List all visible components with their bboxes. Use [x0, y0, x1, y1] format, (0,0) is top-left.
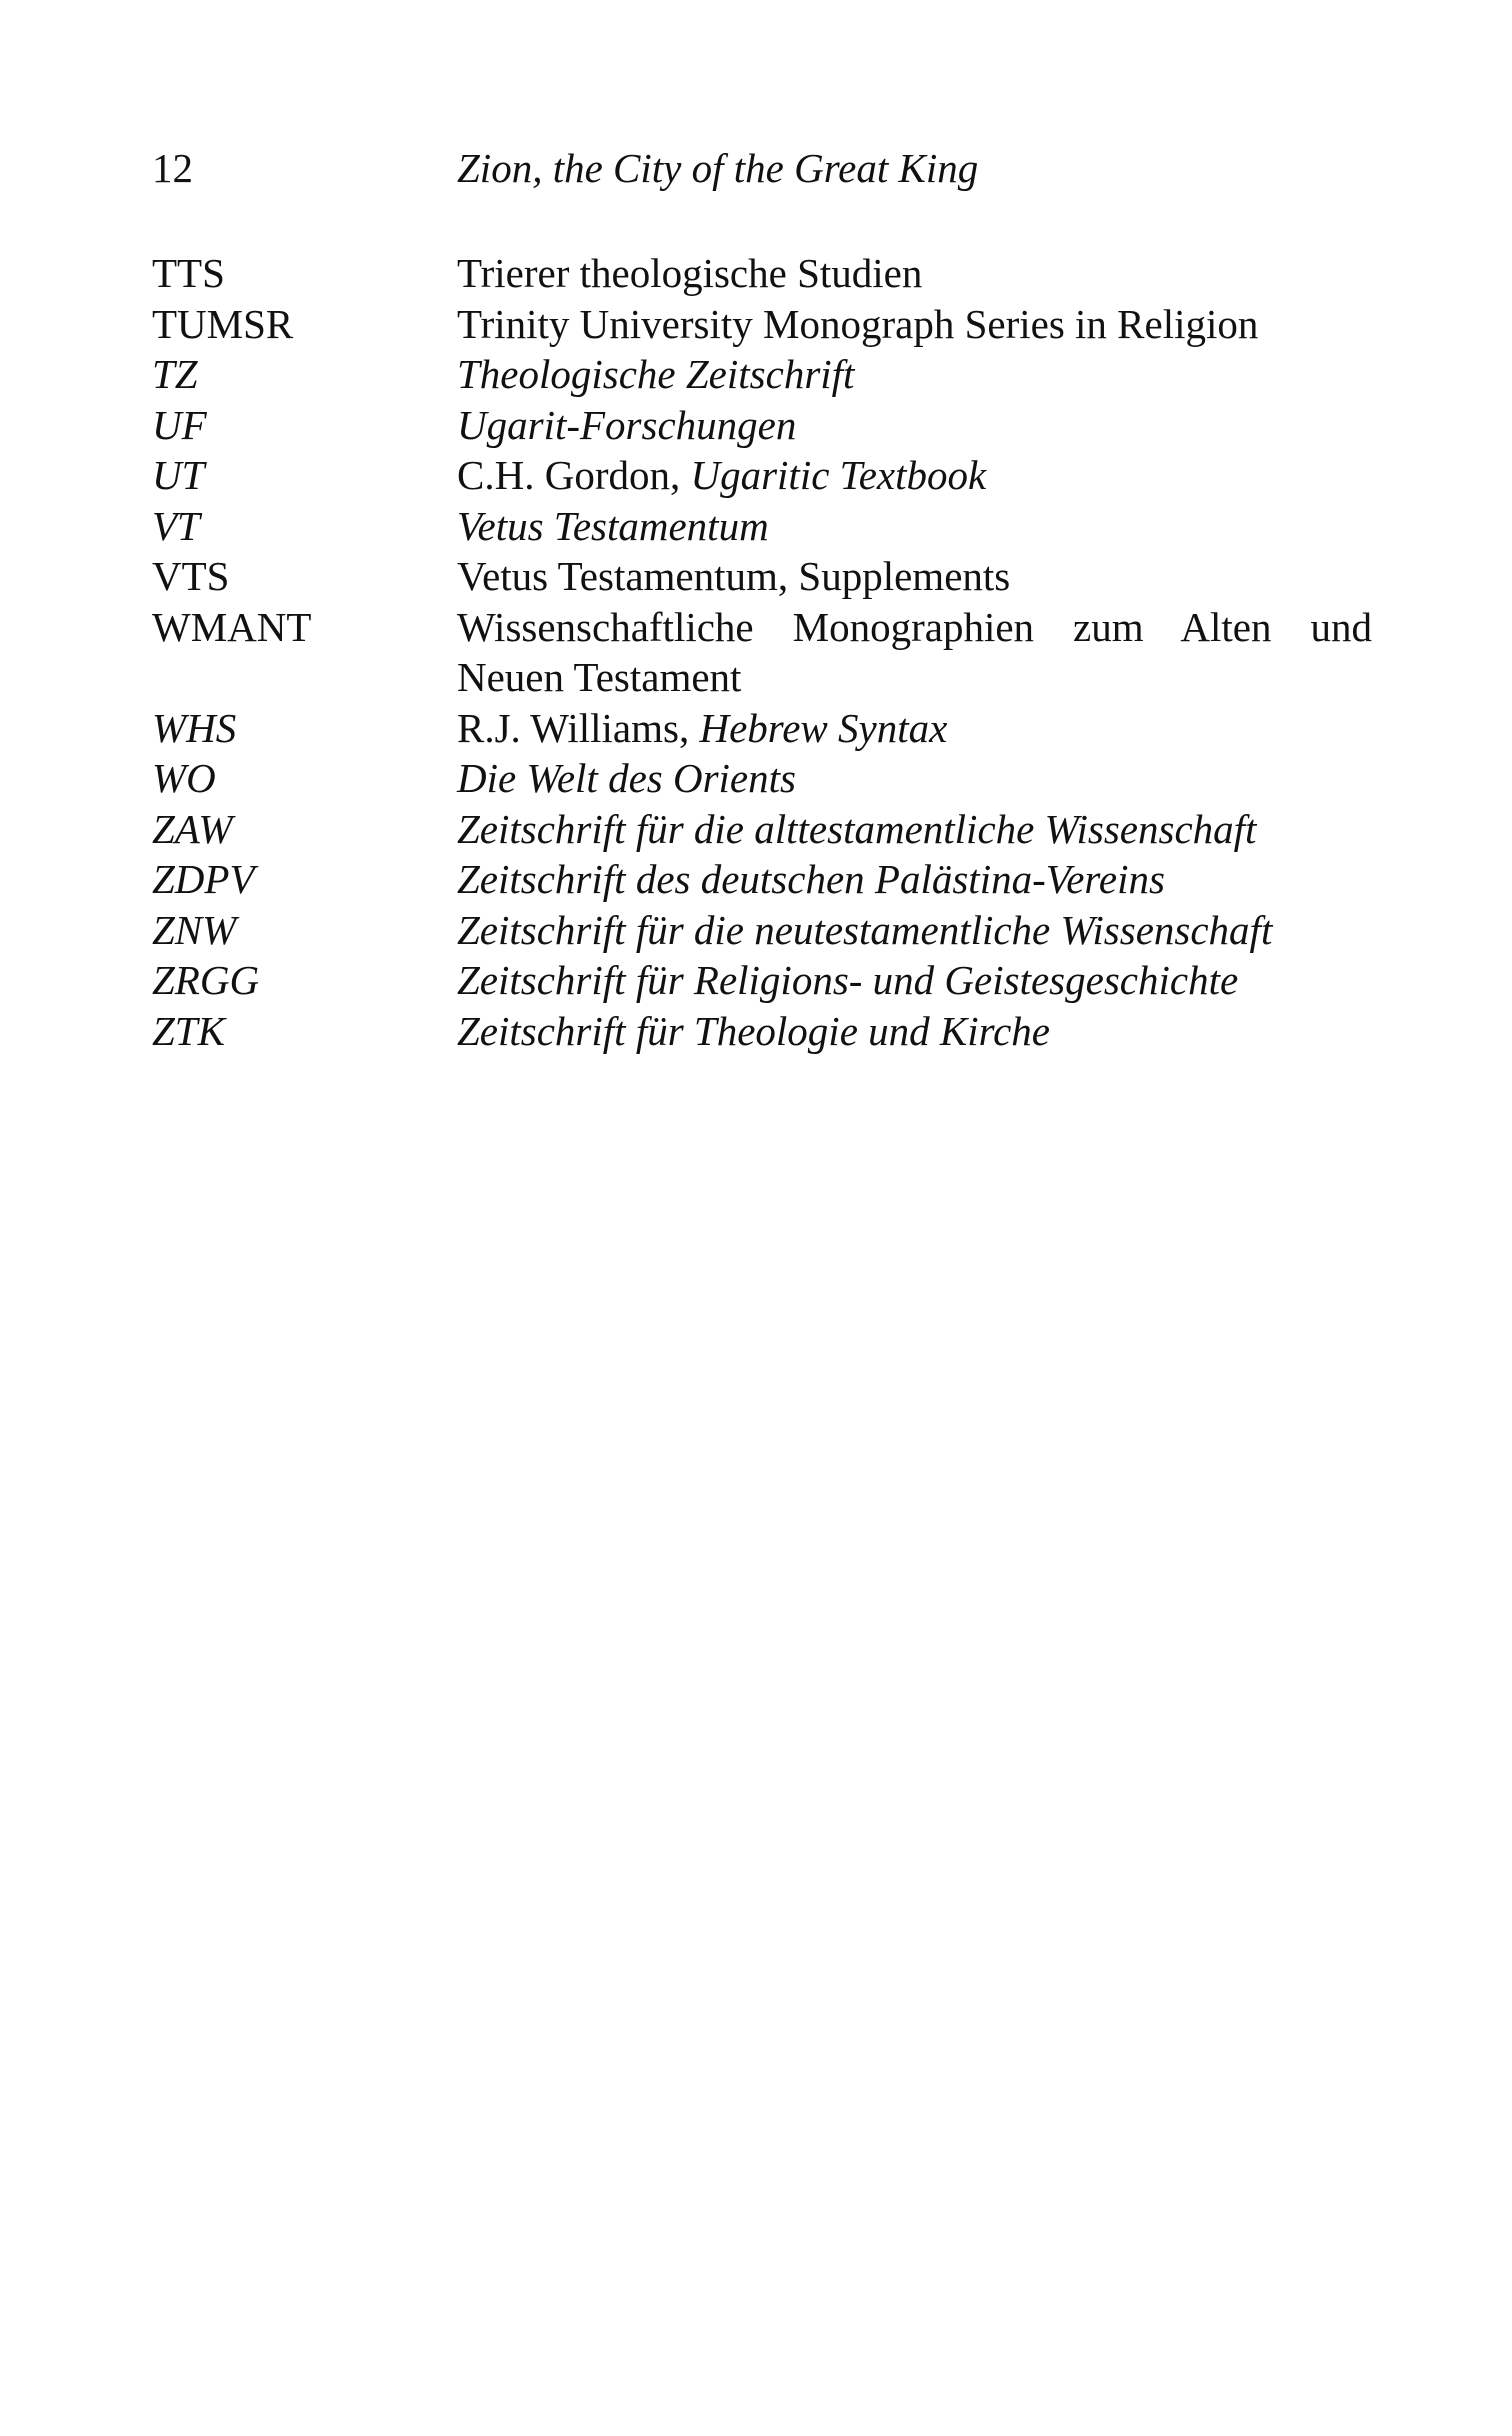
abbreviation: WMANT — [152, 603, 312, 650]
abbreviation-list — [152, 248, 1372, 1056]
abbreviation-expansion — [457, 804, 1372, 855]
abbreviation-expansion — [457, 955, 1372, 1006]
expansion-text: Vetus Testamentum — [457, 502, 769, 549]
abbreviation-entry — [152, 955, 1372, 1006]
expansion-text: Ugaritic Textbook — [690, 452, 987, 498]
expansion-text: R.J. Williams, — [457, 704, 700, 751]
abbreviation-entry — [152, 299, 1372, 350]
abbreviation-expansion — [457, 248, 1372, 299]
abbreviation: ZDPV — [152, 856, 255, 902]
expansion-text: Zeitschrift des deutschen Palästina-Vereins — [457, 856, 1165, 902]
abbreviation: VT — [152, 502, 200, 549]
abbreviation: VTS — [152, 553, 230, 599]
abbreviation-entry — [152, 804, 1372, 855]
expansion-text: Zeitschrift für die neutestamentliche Wissenschaft — [457, 906, 1273, 953]
expansion-text: Wissenschaftliche Monographien zum Alten und Neuen Testament — [457, 603, 1372, 700]
abbreviation: ZRGG — [152, 957, 260, 1003]
abbreviation-entry — [152, 1006, 1372, 1057]
abbreviation-expansion — [457, 299, 1372, 350]
abbreviation: TTS — [152, 250, 225, 296]
expansion-text: Zeitschrift für Theologie und Kirche — [457, 1007, 1050, 1054]
abbreviation: TUMSR — [152, 300, 294, 347]
abbreviation-expansion — [457, 703, 1372, 754]
abbreviation-entry — [152, 753, 1372, 804]
expansion-text: C.H. Gordon, — [457, 452, 691, 498]
running-head: Zion, the City of the Great King — [457, 145, 979, 191]
abbreviation-expansion — [457, 551, 1372, 602]
expansion-text: Ugarit-Forschungen — [457, 401, 797, 448]
abbreviation-expansion — [457, 349, 1372, 400]
abbreviation-entry — [152, 602, 1372, 703]
expansion-text: Trinity University Monograph Series in Religion — [457, 300, 1259, 347]
abbreviation: ZTK — [152, 1007, 225, 1054]
abbreviation-entry — [152, 551, 1372, 602]
abbreviation-entry — [152, 400, 1372, 451]
abbreviation-expansion — [457, 602, 1372, 703]
abbreviation-expansion — [457, 905, 1372, 956]
abbreviation: WHS — [152, 704, 237, 751]
abbreviation: WO — [152, 755, 216, 801]
abbreviation-expansion — [457, 450, 1372, 501]
abbreviation-expansion — [457, 854, 1372, 905]
page-number: 12 — [152, 145, 193, 191]
abbreviation-expansion — [457, 400, 1372, 451]
abbreviation-expansion — [457, 501, 1372, 552]
abbreviation-entry — [152, 248, 1372, 299]
abbreviation-entry — [152, 501, 1372, 552]
expansion-text: Die Welt des Orients — [457, 755, 796, 801]
expansion-text: Trierer theologische Studien — [457, 250, 923, 296]
abbreviation: UF — [152, 401, 207, 448]
expansion-text: Hebrew Syntax — [699, 704, 948, 751]
expansion-text: Theologische Zeitschrift — [457, 351, 855, 397]
abbreviation-entry — [152, 854, 1372, 905]
expansion-text: Vetus Testamentum, Supplements — [457, 553, 1011, 599]
abbreviation-entry — [152, 905, 1372, 956]
abbreviation-entry — [152, 349, 1372, 400]
abbreviation: UT — [152, 452, 205, 498]
abbreviation-entry — [152, 703, 1372, 754]
expansion-text: Zeitschrift für die alttestamentliche Wissenschaft — [457, 805, 1257, 852]
abbreviation: TZ — [152, 351, 198, 397]
expansion-text: Zeitschrift für Religions- und Geistesgeschichte — [457, 957, 1239, 1003]
abbreviation-entry — [152, 450, 1372, 501]
abbreviation-expansion — [457, 753, 1372, 804]
abbreviation: ZAW — [152, 805, 233, 852]
abbreviation-expansion — [457, 1006, 1372, 1057]
abbreviation: ZNW — [152, 906, 237, 953]
